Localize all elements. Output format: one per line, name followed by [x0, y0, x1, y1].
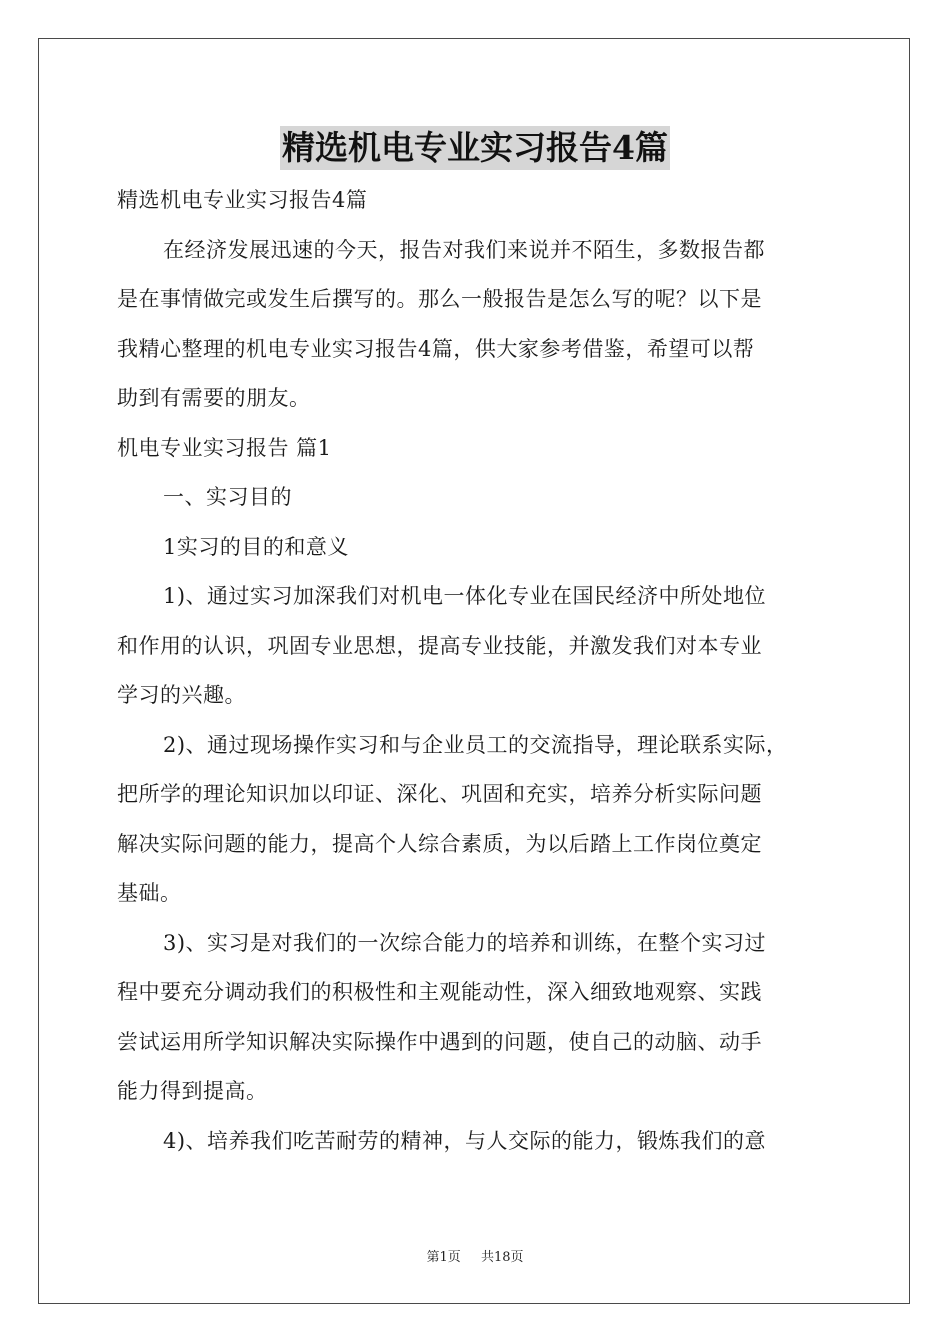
- text-line: 把所学的理论知识加以印证、深化、巩固和充实，培养分析实际问题: [117, 782, 762, 806]
- page-number: 第1页: [426, 1250, 461, 1265]
- text-line: 尝试运用所学知识解决实际操作中遇到的问题，使自己的动脑、动手: [117, 1029, 762, 1054]
- text-line: 机电专业实习报告 篇1: [117, 435, 332, 460]
- text-line: 4)、培养我们吃苦耐劳的精神，与人交际的能力，锻炼我们的意: [163, 1128, 767, 1153]
- text-line: 一、实习目的: [163, 485, 292, 509]
- text-line: 在经济发展迅速的今天，报告对我们来说并不陌生，多数报告都: [163, 237, 765, 262]
- text-line: 3)、实习是对我们的一次综合能力的培养和训练，在整个实习过: [163, 930, 767, 955]
- text-line: 能力得到提高。: [117, 1079, 268, 1103]
- total-pages: 共18页: [480, 1250, 524, 1265]
- text-line: 1实习的目的和意义: [163, 534, 349, 559]
- text-line: 学习的兴趣。: [117, 683, 246, 707]
- text-line: 助到有需要的朋友。: [117, 386, 311, 410]
- document-title: 精选机电专业实习报告4篇: [280, 126, 670, 170]
- text-line: 解决实际问题的能力，提高个人综合素质，为以后踏上工作岗位奠定: [117, 831, 762, 856]
- text-line: 和作用的认识，巩固专业思想，提高专业技能，并激发我们对本专业: [117, 633, 762, 658]
- title-container: [0, 126, 950, 170]
- text-line: 1)、通过实习加深我们对机电一体化专业在国民经济中所处地位: [163, 584, 767, 608]
- page-footer: [0, 1246, 950, 1265]
- text-line: 精选机电专业实习报告4篇: [117, 188, 368, 212]
- text-line: 程中要充分调动我们的积极性和主观能动性，深入细致地观察、实践: [117, 980, 762, 1004]
- text-line: 我精心整理的机电专业实习报告4篇，供大家参考借鉴，希望可以帮: [117, 336, 755, 361]
- text-line: 是在事情做完或发生后撰写的。那么一般报告是怎么写的呢？以下是: [117, 287, 762, 311]
- document-body: [117, 176, 833, 1166]
- text-line: 基础。: [117, 881, 182, 905]
- text-line: 2)、通过现场操作实习和与企业员工的交流指导，理论联系实际，: [163, 732, 788, 757]
